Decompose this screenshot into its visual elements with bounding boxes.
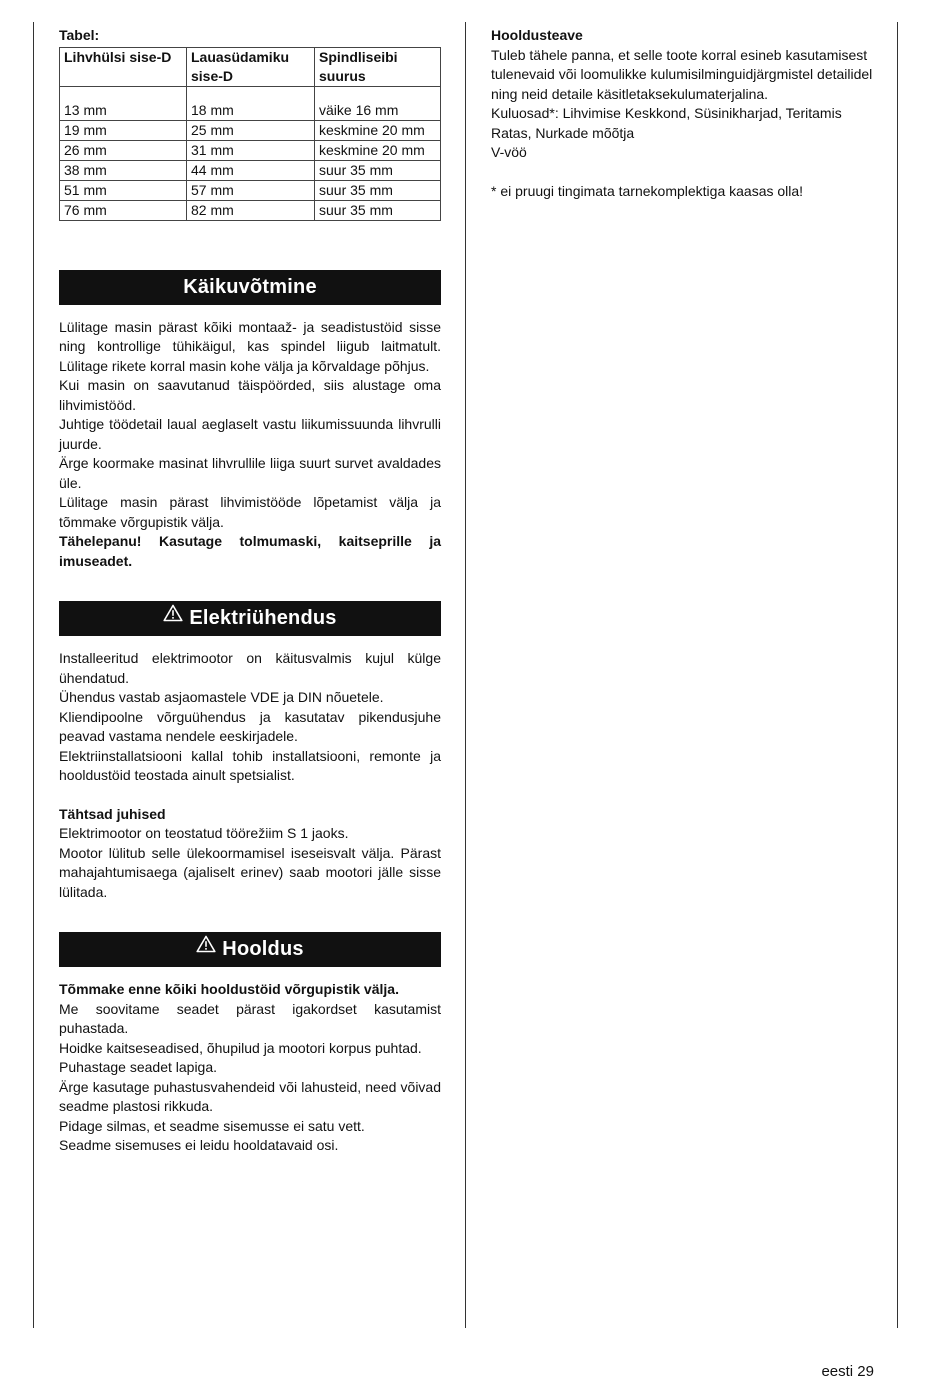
table-cell: suur 35 mm: [315, 160, 441, 180]
table-cell: 26 mm: [60, 140, 187, 160]
table-cell: 82 mm: [187, 200, 315, 220]
kaikuvotmine-body: [59, 318, 441, 572]
paragraph: Elektriinstallatsiooni kallal tohib installatsiooni, remonte ja hooldustöid teostada ainult spetsialist.: [59, 747, 441, 783]
safety-warning: Tähelepanu! Kasutage tolmumaski, kaitseprille ja imuseadet.: [59, 533, 441, 569]
table-row: [60, 120, 441, 140]
elektri-body: [59, 649, 441, 902]
paragraph: Puhastage seadet lapiga.: [59, 1059, 218, 1075]
left-column: [59, 26, 441, 1156]
paragraph: Ühendus vastab asjaomastele VDE ja DIN nõuetele.: [59, 689, 384, 705]
section-heading-text: Hooldus: [222, 938, 304, 960]
paragraph: Hoidke kaitseseadised, õhupilud ja mootori korpus puhtad.: [59, 1039, 422, 1056]
table-row: [60, 140, 441, 160]
paragraph: Elektrimootor on teostatud töörežiim S 1 jaoks.: [59, 825, 349, 841]
table-cell: 44 mm: [187, 160, 315, 180]
table-cell: 31 mm: [187, 140, 315, 160]
table-spacer-row: [60, 86, 441, 101]
table-cell: keskmine 20 mm: [315, 120, 441, 140]
paragraph: Pidage silmas, et seadme sisemusse ei satu vett.: [59, 1117, 365, 1134]
wear-parts-list: Kuluosad*: Lihvimise Keskkond, Süsinikharjad, Teritamis Ratas, Nurkade mõõtja: [491, 105, 842, 141]
left-margin-rule: [33, 22, 34, 1328]
center-column-rule: [465, 22, 466, 1328]
paragraph: Juhtige töödetail laual aeglaselt vastu liikumissuunda lihvrulli juurde.: [59, 416, 441, 452]
wear-part-vbelt: V-vöö: [491, 144, 527, 160]
paragraph: Lülitage masin pärast kõiki montaaž- ja seadistustöid sisse ning kontrollige tühikäigul, kas spindel liigub laitmatult. Lülitage rikete korral masin kohe välja ja kõrvaldage põhjus.: [59, 318, 441, 374]
service-info-heading: Hooldusteave: [491, 27, 583, 43]
table-row: [60, 101, 441, 121]
paragraph: Ärge kasutage puhastusvahendeid või lahusteid, need võivad seadme plastosi rikkuda.: [59, 1078, 441, 1114]
section-heading-elektriuhendus: [59, 601, 441, 636]
table-title: Tabel:: [59, 27, 100, 43]
table-row: [60, 200, 441, 220]
paragraph: Me soovitame seadet pärast igakordset kasutamist puhastada.: [59, 1000, 441, 1036]
table-header-cell: Lihvhülsi sise-D: [60, 47, 187, 86]
right-column: [491, 26, 873, 201]
table-row: [60, 180, 441, 200]
table-cell: 57 mm: [187, 180, 315, 200]
hooldus-body: [59, 980, 441, 1156]
table-header-cell: Spindliseibi suurus: [315, 47, 441, 86]
paragraph: Kui masin on saavutanud täispöörded, siis alustage oma lihvimistööd.: [59, 377, 441, 413]
table-row: [60, 160, 441, 180]
table-cell: väike 16 mm: [315, 101, 441, 121]
spindle-table: [59, 47, 441, 221]
warning-triangle-icon: [196, 930, 216, 965]
maintenance-lead: Tõmmake enne kõiki hooldustöid võrgupistik välja.: [59, 981, 399, 997]
subheading-important-notes: Tähtsad juhised: [59, 805, 166, 822]
table-cell: 18 mm: [187, 101, 315, 121]
paragraph: Seadme sisemuses ei leidu hooldatavaid osi.: [59, 1137, 339, 1153]
section-heading-hooldus: [59, 932, 441, 967]
table-cell: 76 mm: [60, 200, 187, 220]
paragraph: Mootor lülitub selle ülekoormamisel iseseisvalt välja. Pärast mahajahtumisaega (ajaliselt erinev) saab mootori jälle sisse lülitada.: [59, 844, 441, 900]
table-cell: suur 35 mm: [315, 200, 441, 220]
paragraph: Lülitage masin pärast lihvimistööde lõpetamist välja ja tõmmake võrgupistik välja.: [59, 494, 441, 530]
page-number: eesti 29: [821, 1363, 874, 1380]
table-cell: 13 mm: [60, 101, 187, 121]
paragraph: Installeeritud elektrimootor on käitusvalmis kujul külge ühendatud.: [59, 650, 441, 686]
table-cell: 25 mm: [187, 120, 315, 140]
table-cell: 38 mm: [60, 160, 187, 180]
footnote: * ei pruugi tingimata tarnekomplektiga kaasas olla!: [491, 182, 804, 199]
table-cell: 19 mm: [60, 120, 187, 140]
table-cell: suur 35 mm: [315, 180, 441, 200]
table-cell: 51 mm: [60, 180, 187, 200]
right-margin-rule: [897, 22, 898, 1328]
table-header-cell: Lauasüdamiku sise-D: [187, 47, 315, 86]
section-heading-text: Käikuvõtmine: [183, 275, 317, 298]
paragraph: Kliendipoolne võrguühendus ja kasutatav pikendusjuhe peavad vastama nendele eeskirjadele.: [59, 708, 441, 744]
table-header-row: [60, 47, 441, 86]
paragraph: Ärge koormake masinat lihvrullile liiga suurt survet avaldades üle.: [59, 455, 441, 491]
warning-triangle-icon: [163, 599, 183, 634]
section-heading-kaikuvotmine: [59, 270, 441, 305]
table-cell: keskmine 20 mm: [315, 140, 441, 160]
paragraph: Tuleb tähele panna, et selle toote korral esineb kasutamisest tulenevaid või loomulikke kulumisilminguidjärgmistel detailidel ning neid detaile käsitletaksekulumaterjalina.: [491, 46, 873, 102]
section-heading-text: Elektriühendus: [189, 607, 337, 629]
